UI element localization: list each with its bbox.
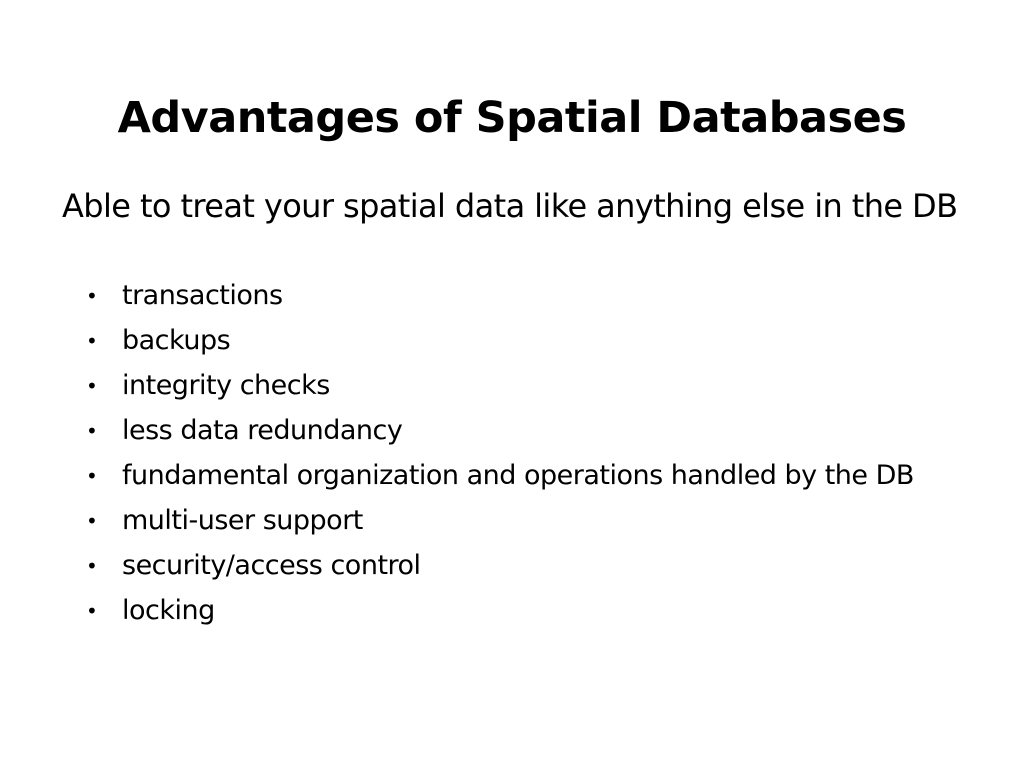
list-item-text: backups [122,325,231,356]
bullet-icon: • [86,509,98,533]
slide-title: Advantages of Spatial Databases [117,93,907,143]
list-item [86,548,946,584]
lead-text: Able to treat your spatial data like anything else in the DB [62,187,958,225]
list-item [86,278,946,314]
bullet-icon: • [86,554,98,578]
bullet-icon: • [86,374,98,398]
list-item [86,368,946,404]
list-item [86,458,946,494]
list-item-text: fundamental organization and operations handled by the DB [122,460,914,491]
bullet-icon: • [86,284,98,308]
list-item [86,503,946,539]
list-item-text: security/access control [122,550,421,581]
bullet-icon: • [86,419,98,443]
list-item [86,593,946,629]
list-item-text: integrity checks [122,370,330,401]
list-item-text: multi-user support [122,505,363,536]
list-item [86,323,946,359]
list-item-text: less data redundancy [122,415,403,446]
bullet-list [86,278,946,638]
bullet-icon: • [86,599,98,623]
bullet-icon: • [86,464,98,488]
list-item-text: locking [122,595,215,626]
bullet-icon: • [86,329,98,353]
list-item [86,413,946,449]
list-item-text: transactions [122,280,283,311]
